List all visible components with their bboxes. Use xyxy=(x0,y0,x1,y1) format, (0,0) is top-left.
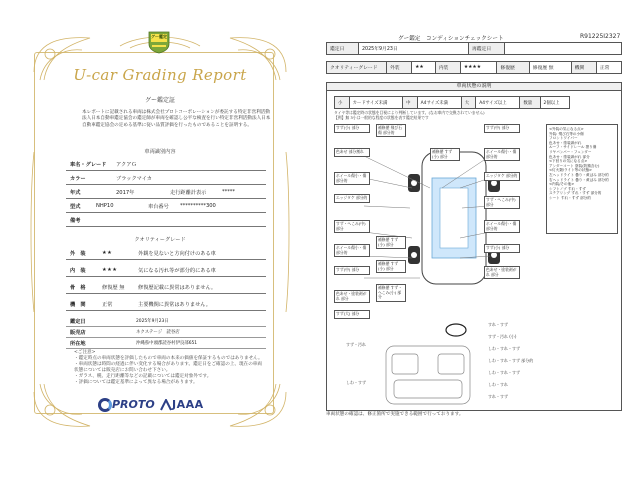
size-cell: 中 xyxy=(403,97,418,109)
repair-label: 補修歴 すず(小) 部分 xyxy=(376,236,406,249)
damage-label: すず(中) 部分 xyxy=(334,266,370,275)
size-cell: A4サイズ以上 xyxy=(476,97,520,109)
legend-line: <灯火類/ライト等の状態> xyxy=(549,168,593,173)
row-address xyxy=(66,338,266,349)
vehicle-name-value: アクアＧ xyxy=(116,162,137,168)
grade-cell-label: 内装 xyxy=(435,62,460,74)
interior-label: すず・汚れ (小) xyxy=(488,334,517,339)
description-line: タイヤ等は鑑定時の状態を目視により判断しています。(なお車内で交換されていません) xyxy=(334,110,485,115)
sheet-footer-note: 車両状態の確認は、修正箇所で実施できる範囲で行っております。 xyxy=(326,412,464,417)
quality-section-title: クオリティーグレード xyxy=(134,237,186,243)
damage-label: ホイール傷小・傷 部分的 xyxy=(484,148,520,161)
damage-label: すず(小) 部分 xyxy=(334,124,370,133)
grade-label: クオリティーグレード xyxy=(327,62,387,74)
quality-row-interior xyxy=(66,263,266,277)
damage-label: すず(大) 部分 xyxy=(334,310,370,319)
vin-label: 車台番号 xyxy=(148,204,169,210)
damage-label: エッジタケ 部分的 xyxy=(334,194,370,203)
state-head: 車両状態の説明 xyxy=(326,82,622,91)
legend-line: 色あせ・塗装剥がれ 部分 xyxy=(549,154,590,159)
address-value: 沖縄県中頭郡読谷村伊良部651 xyxy=(136,341,198,346)
row-color xyxy=(66,171,266,185)
legend-line: リヤバンパー・フェンダー xyxy=(549,149,592,154)
quality-label: 機 関 xyxy=(70,302,86,308)
repair-label: 補修歴 すず・へこみ(小) 部分 xyxy=(376,284,406,302)
interior-label: すず・汚れ xyxy=(346,342,367,347)
size-cell: 2個以上 xyxy=(540,97,569,109)
address-label: 所在地 xyxy=(70,341,86,347)
grade-cell-value: ★★ xyxy=(412,62,436,74)
quality-row-exterior xyxy=(66,246,266,260)
interior-label: しわ・すれ xyxy=(488,382,508,387)
notes-title: <ご注意> xyxy=(74,350,96,355)
model-value: NHP10 xyxy=(96,203,114,209)
jaaa-logo-icon xyxy=(160,399,172,411)
vin-value: **********300 xyxy=(180,203,216,209)
grade-table xyxy=(326,61,622,74)
legend-line: 左ヘッドライト 曇り・黄ばみ 部分的 xyxy=(549,172,609,177)
damage-label: すず・へこみ(中) 部分 xyxy=(334,220,370,233)
vehicle-section-title: 車両識別内容 xyxy=(144,149,176,155)
interior-label: しわ・すれ・すず 部分的 xyxy=(488,358,534,363)
mileage-label: 走行距離計表示 xyxy=(170,190,207,196)
legend-line: アンダーコート 塗装(防錆含む) xyxy=(549,163,600,168)
quality-desc: 主要機関に異常はありません。 xyxy=(138,302,211,308)
quality-label: 外 装 xyxy=(70,251,86,257)
shop-value: ネクステージ 読谷店 xyxy=(136,330,180,335)
quality-stars: ★★★ xyxy=(102,267,118,273)
report-title: U-car Grading Report xyxy=(73,66,247,84)
year-label: 年式 xyxy=(70,190,81,196)
mileage-value: ***** xyxy=(222,189,235,195)
proto-brand: PROTO xyxy=(112,398,155,411)
size-cell: A4サイズ未満 xyxy=(417,97,461,109)
damage-label: すず(中) 部分 xyxy=(484,124,520,133)
size-cell: 大 xyxy=(461,97,476,109)
interior-label: すれ・すず xyxy=(488,322,509,327)
description-line: 【例】無 3小は一般的な程度の状態を表す鑑定結果です xyxy=(334,115,429,120)
certificate-subtitle: グー鑑定証 xyxy=(144,97,175,104)
shop-label: 販売店 xyxy=(70,330,86,336)
color-value: ブラックマイカ xyxy=(116,176,152,182)
legend-line: シート すれ・すず 部分的 xyxy=(549,195,591,200)
grade-cell-label: 外装 xyxy=(387,62,412,74)
legend-line: ステアリング すれ・すず 部分的 xyxy=(549,191,602,196)
grade-cell-value: ★★★★ xyxy=(460,62,497,74)
damage-label: 色あせ 部分割れ xyxy=(334,148,370,157)
quality-row-engine xyxy=(66,297,266,311)
interior-label: しわ・すれ・すず xyxy=(488,370,521,375)
row-model-vin xyxy=(66,199,266,213)
legend-line: 右ヘッドライト 曇り・黄ばみ 部分的 xyxy=(549,177,609,182)
notes-legend xyxy=(546,124,618,234)
row-appraisal-date xyxy=(66,316,266,327)
row-remarks xyxy=(66,213,266,227)
color-label: カラー xyxy=(70,176,86,182)
quality-desc: 気になる汚れ等が部分的にある車 xyxy=(138,268,216,274)
quality-label: 内 装 xyxy=(70,268,86,274)
damage-label: エッジタケ 部分的 xyxy=(484,172,520,181)
damage-label: 色あせ・塗装剥がれ 部分 xyxy=(334,290,370,303)
vehicle-name-label: 車名・グレード xyxy=(70,162,107,168)
row-vehicle-name xyxy=(66,157,266,171)
quality-desc: 外観を見ないと方向付けのある車 xyxy=(138,251,216,257)
quality-value: 正常 xyxy=(102,302,113,308)
size-cell: 小 xyxy=(335,97,350,109)
legend-line: フロントワイパー xyxy=(549,136,578,141)
note-item: ・鑑定時点の車両状態を評価したもので車両の本来の価値を保証するものではありません。 xyxy=(74,356,263,362)
grade-cell-label: 機関 xyxy=(571,62,596,74)
date-table xyxy=(326,42,622,55)
interior-label: しわ・すれ・すず xyxy=(488,346,521,351)
repair-label: 補修歴 飛び石傷 部分的 xyxy=(376,124,406,137)
interior-label: しわ・すず xyxy=(346,380,367,385)
damage-label: 色あせ・塗装剥がれ 部分 xyxy=(484,266,520,279)
damage-label: すず・へこみ(中) 部分 xyxy=(484,196,520,209)
quality-label: 骨 格 xyxy=(70,285,86,291)
note-item: ・車両状態は時間の経過に伴い変化する場合があります。鑑定日をご確認の上、現在の車両状態については販売店にお問い合わせ下さい。 xyxy=(74,362,262,374)
damage-label: ホイール傷小・傷 部分的 xyxy=(334,244,370,257)
reappraisal-value xyxy=(505,43,622,55)
badge-label: グー鑑定 xyxy=(151,34,167,39)
reappraisal-label: 再鑑定日 xyxy=(469,43,505,55)
legend-line: シフトノブ すれ・すず xyxy=(549,186,586,191)
legend-line: 外装: 飛び石等の小傷 xyxy=(549,131,584,136)
size-cell: カードサイズ未満 xyxy=(349,97,402,109)
date-value: 2025年9月23日 xyxy=(359,43,469,55)
repair-label: 補修歴 すず(小) 部分 xyxy=(430,148,460,161)
legend-line: <内装/その他> xyxy=(549,182,575,187)
legend-line: <下回りの気になる点> xyxy=(549,159,588,164)
legend-line: <外装の気になる点> xyxy=(549,127,584,131)
car-interior-diagram xyxy=(380,318,476,408)
proto-logo-icon xyxy=(98,398,112,412)
legend-line: ルーフ・サイドレール 擦り傷 xyxy=(549,145,597,150)
year-value: 2017年 xyxy=(116,190,135,196)
size-cell: 数量 xyxy=(520,97,540,109)
row-shop xyxy=(66,327,266,338)
quality-value: 修復歴 無 xyxy=(102,285,125,291)
sheet-id: R91225I2327 xyxy=(580,33,621,40)
appraisal-date-value: 2025年9月23日 xyxy=(136,319,169,324)
note-item: ・評価については鑑定基準によって異なる場合があります。 xyxy=(74,380,198,386)
repair-label: 補修歴 すず(小) 部分 xyxy=(376,260,406,273)
date-label: 鑑定日 xyxy=(327,43,359,55)
size-legend-table xyxy=(334,96,570,109)
notes-block xyxy=(74,350,266,387)
grade-cell-value: 正常 xyxy=(596,62,621,74)
jaaa-brand: JAAA xyxy=(172,398,204,411)
grade-cell-label: 修復歴 xyxy=(497,62,529,74)
model-label: 型式 xyxy=(70,204,81,210)
quality-desc: 修復歴記載に異常はありません。 xyxy=(138,285,217,291)
interior-label: すれ・すず xyxy=(488,394,509,399)
remarks-label: 備考 xyxy=(70,218,81,224)
grade-cell-value: 修復歴 無 xyxy=(529,62,571,74)
appraisal-date-label: 鑑定日 xyxy=(70,319,86,325)
quality-row-frame xyxy=(66,280,266,294)
sheet-title: グー鑑定 コンディションチェックシート xyxy=(398,36,504,42)
note-item: ・ガラス、幌、走行距離等などの記載については鑑定対象外です。 xyxy=(74,374,212,380)
certificate-intro: 本レポートに記載される車両は株式会社プロトコーポレーションが委託する特定非営利活動法人日本自動車鑑定協会の鑑定師が車両を確認し公平な検査を行い特定非営利活動法人日本自動車鑑定協会の定める基準に従い品質評価を行ったものであることを証明する。 xyxy=(82,110,271,128)
damage-label: すず(小) 部分 xyxy=(484,244,520,253)
legend-line: 色あせ・塗装剥がれ xyxy=(549,140,582,145)
quality-stars: ★★ xyxy=(102,250,113,256)
row-year-mileage xyxy=(66,185,266,199)
damage-label: ホイール傷小・傷 部分的 xyxy=(484,220,520,233)
damage-label: ホイール傷小・傷 部分的 xyxy=(334,172,370,185)
